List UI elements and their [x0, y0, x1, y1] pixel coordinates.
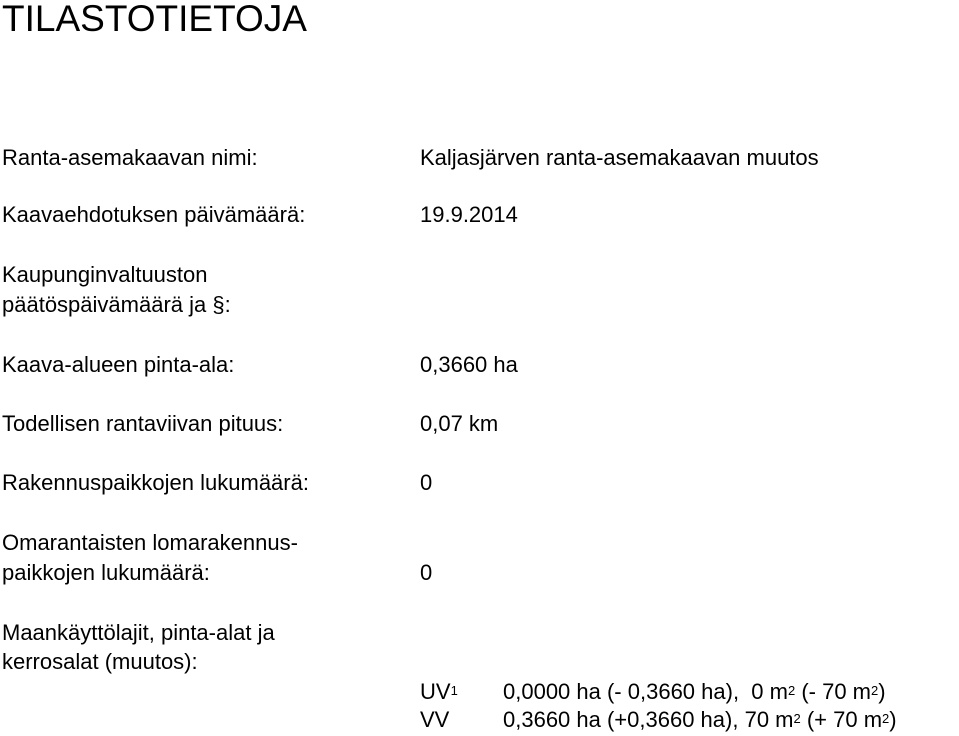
shoreline-length-value: 0,07 km — [420, 411, 499, 436]
plan-area-label: Kaava-alueen pinta-ala: — [2, 352, 235, 377]
land-use-code — [420, 678, 458, 706]
land-use-change-exponent: 2 — [882, 711, 890, 726]
land-use-floor-area: 70 m — [738, 707, 794, 732]
council-decision-label-line2 — [2, 291, 231, 319]
land-use-code-superscript: 1 — [450, 683, 458, 698]
land-use-change-exponent: 2 — [871, 683, 879, 698]
secondary-sites-value: 0 — [420, 560, 433, 585]
section-sign: § — [212, 292, 225, 317]
building-sites-label: Rakennuspaikkojen lukumäärä: — [2, 470, 309, 495]
land-use-floor-area: 0 m — [739, 679, 788, 704]
shoreline-length-label: Todellisen rantaviivan pituus: — [2, 411, 284, 436]
land-use-floor-change: (- 70 m — [795, 679, 871, 704]
land-use-area: 0,3660 ha (+0,3660 ha), — [503, 707, 739, 732]
land-use-code — [420, 706, 449, 734]
land-use-area: 0,0000 ha (- 0,3660 ha), — [503, 679, 740, 704]
plan-name-value: Kaljasjärven ranta-asemakaavan muutos — [420, 145, 819, 170]
building-sites-value: 0 — [420, 470, 433, 495]
land-use-values — [503, 678, 886, 706]
land-use-floor-exponent: 2 — [793, 711, 801, 726]
council-decision-label-suffix: : — [224, 292, 231, 317]
land-use-label-line2: kerrosalat (muutos): — [2, 649, 198, 674]
proposal-date-label: Kaavaehdotuksen päivämäärä: — [2, 202, 306, 227]
land-use-change-close: ) — [878, 679, 886, 704]
secondary-sites-label-line1: Omarantaisten lomarakennus- — [2, 530, 298, 555]
page-title: TILASTOTIETOJA — [2, 0, 307, 39]
secondary-sites-label-line2: paikkojen lukumäärä: — [2, 560, 210, 585]
land-use-floor-change: (+ 70 m — [800, 707, 883, 732]
council-decision-label-prefix: päätöspäivämäärä ja — [2, 292, 213, 317]
land-use-change-close: ) — [889, 707, 897, 732]
land-use-label-line1: Maankäyttölajit, pinta-alat ja — [2, 620, 275, 645]
land-use-values — [503, 706, 897, 734]
land-use-floor-exponent: 2 — [787, 683, 796, 698]
land-use-code-text: UV — [420, 679, 451, 704]
plan-area-value: 0,3660 ha — [420, 352, 518, 377]
land-use-code-text: VV — [420, 707, 450, 732]
plan-name-label: Ranta-asemakaavan nimi: — [2, 145, 258, 170]
council-decision-label-line1: Kaupunginvaltuuston — [2, 262, 208, 287]
proposal-date-value: 19.9.2014 — [420, 202, 518, 227]
